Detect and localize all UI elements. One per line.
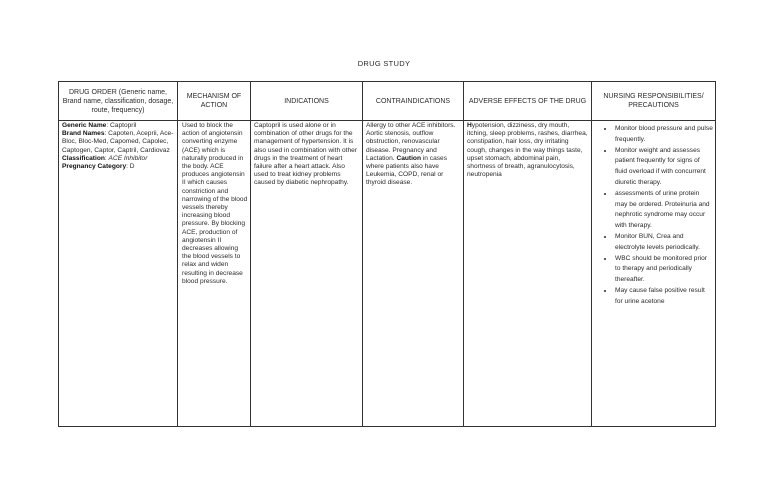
- adverse-effects-cell: [464, 121, 592, 427]
- nursing-item: • assessments of urine protein may be ordered. Proteinuria and nephrotic syndrome may occur with therapy.: [614, 189, 713, 232]
- drug-study-table: [58, 81, 716, 427]
- header-nursing-responsibilities: NURSING RESPONSIBILITIES/ PRECAUTIONS: [592, 82, 716, 121]
- brand-names-value: : Capoten, Aceprii, Ace-Bloc, Bloc-Med, Capomed, Capolec, Captogen, Captor, Captril, Cardiovaz: [62, 130, 174, 154]
- generic-name-label: Generic Name: [62, 122, 107, 129]
- header-contraindications: CONTRAINDICATIONS: [363, 82, 464, 121]
- pregnancy-category-label: Pregnancy Category: [62, 163, 127, 171]
- nursing-cell: [592, 121, 716, 427]
- indications-cell: [251, 121, 363, 427]
- classification-value: ACE Inhibitor: [108, 154, 148, 162]
- header-drug-order: DRUG ORDER (Generic name, Brand name, classification, dosage, route, frequency): [59, 82, 178, 121]
- nursing-item: • Monitor BUN, Crea and electrolyte levels periodically.: [614, 232, 713, 254]
- caution-text: in cases where patients also have Leukemia, COPD, renal or thyroid disease.: [366, 154, 448, 187]
- classification-label: Classification: [62, 154, 105, 162]
- header-row: [59, 82, 716, 121]
- indications-text: Captopril is used alone or in combination of other drugs for the management of hypertension. It is also used in combination with other drugs in the treatment of heart failure after a heart attack. Also used to treat kidney problems caused by diabetic nephropathy.: [254, 122, 357, 187]
- pregnancy-category-value: : D: [126, 163, 135, 171]
- brand-names-label: Brand Names: [62, 130, 105, 138]
- contraindications-cell: [363, 121, 464, 427]
- nursing-item: • Monitor weight and assesses patient frequently for signs of fluid overload if with concurrent diuretic therapy.: [614, 146, 713, 189]
- generic-name-value: : Captopril: [106, 122, 137, 129]
- nursing-item: • Monitor blood pressure and pulse frequently.: [614, 124, 713, 146]
- nursing-item: • WBC should be monitored prior to therapy and periodically thereafter.: [614, 254, 713, 286]
- mechanism-text: Used to block the action of angiotensin converting enzyme (ACE) which is naturally produced in the body. ACE produces angiotensin II which causes constriction and narrowing of the blood vessels thereby increasing blood pressure. By blocking ACE, production of angiotensin II decreases allowing the blood vessels to relax and widen resulting in decrease blood pressure.: [182, 122, 248, 285]
- nursing-item: • May cause false positive result for urine acetone: [614, 286, 713, 308]
- mechanism-cell: [178, 121, 251, 427]
- caution-label: Caution: [396, 154, 421, 162]
- page-title: DRUG STUDY: [357, 59, 411, 68]
- adverse-effects-text: ypotension, dizziness, dry mouth, itching, sleep problems, rashes, diarrhea, constipation, hair loss, dry irritating cough, changes in the way things taste, upset stomach, abdominal pain, shortness of breath, agranulocytosis, neutropenia: [467, 122, 588, 179]
- drug-order-cell: [59, 121, 178, 427]
- contraindications-text: Allergy to other ACE inhibitors. Aortic stenosis, outflow obstruction, renovascular disease. Pregnancy and Lactation.: [366, 122, 456, 162]
- adverse-first-letter: H: [467, 122, 472, 129]
- header-mechanism: MECHANISM OF ACTION: [178, 82, 251, 121]
- classification-separator: :: [104, 154, 109, 162]
- header-indications: INDICATIONS: [251, 82, 363, 121]
- header-adverse-effects: ADVERSE EFFECTS OF THE DRUG: [464, 82, 592, 121]
- drug-row: [59, 121, 716, 427]
- nursing-list: [592, 121, 715, 308]
